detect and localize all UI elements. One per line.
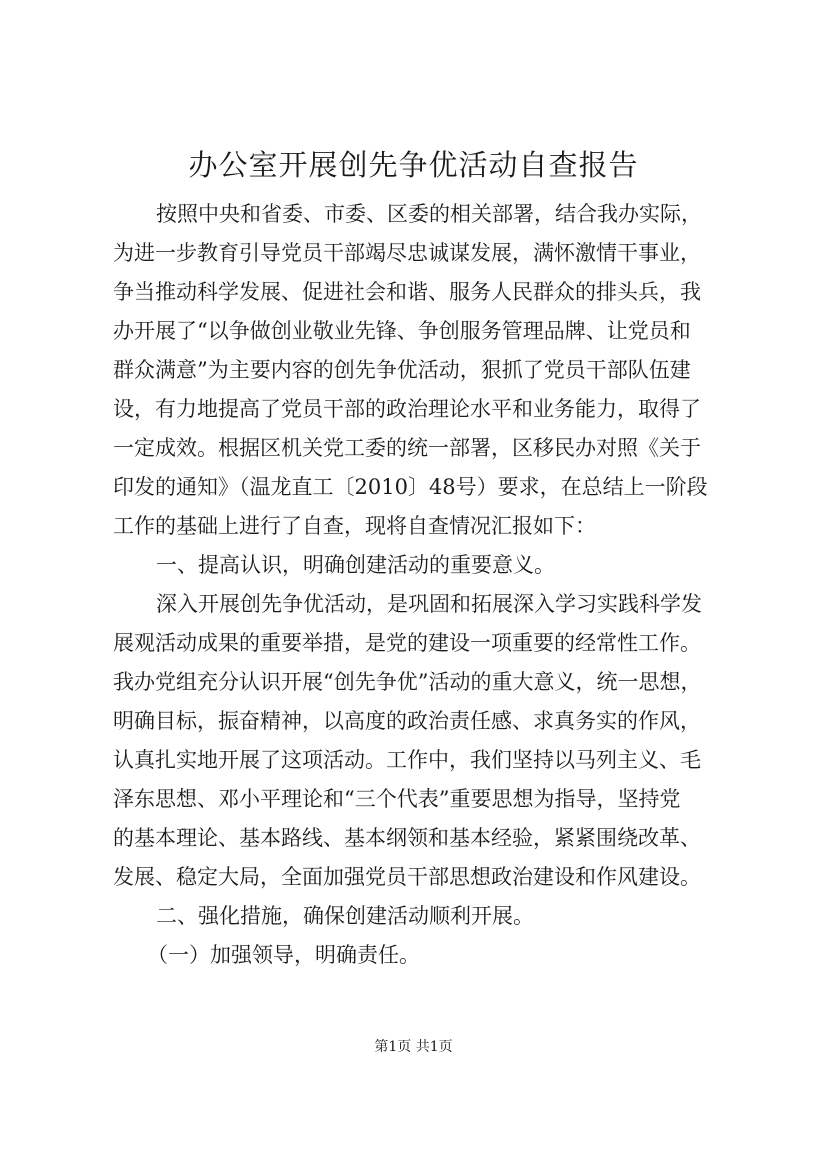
paragraph-line: 争当推动科学发展、促进社会和谐、服务人民群众的排头兵，我 [113,280,701,304]
paragraph-line: 我办党组充分认识开展“创先争优”活动的重大意义，统一思想， [113,670,702,694]
document-title: 办公室开展创先争优活动自查报告 [188,148,639,182]
paragraph-line: 发展、稳定大局，全面加强党员干部思想政治建设和作风建设。 [113,865,701,889]
paragraph-line: 为进一步教育引导党员干部竭尽忠诚谋发展，满怀激情干事业， [113,241,701,265]
paragraph-line: 的基本理论、基本路线、基本纲领和基本经验，紧紧围绕改革、 [113,826,701,850]
paragraph-line: 深入开展创先争优活动，是巩固和拓展深入学习实践科学发 [156,592,702,616]
paragraph-line: 认真扎实地开展了这项活动。工作中，我们坚持以马列主义、毛 [113,748,701,772]
section-heading: 一、提高认识，明确创建活动的重要意义。 [156,553,555,577]
paragraph-line: 群众满意”为主要内容的创先争优活动，狠抓了党员干部队伍建 [113,358,691,382]
paragraph-line: 印发的通知》（温龙直工〔2010〕48号）要求，在总结上一阶段 [113,475,708,499]
paragraph-line: 展观活动成果的重要举措，是党的建设一项重要的经常性工作。 [113,631,701,655]
paragraph-line: 办开展了“以争做创业敬业先锋、争创服务管理品牌、让党员和 [113,319,691,343]
paragraph-line: 按照中央和省委、市委、区委的相关部署，结合我办实际， [156,202,702,226]
subsection-heading: （一）加强领导，明确责任。 [147,943,420,967]
paragraph-line: 泽东思想、邓小平理论和“三个代表”重要思想为指导，坚持党 [113,787,681,811]
paragraph-line: 明确目标，振奋精神，以高度的政治责任感、求真务实的作风， [113,709,701,733]
paragraph-line: 工作的基础上进行了自查，现将自查情况汇报如下： [113,514,596,538]
page-footer: 第1页 共1页 [374,1039,453,1055]
paragraph-line: 设，有力地提高了党员干部的政治理论水平和业务能力，取得了 [113,397,701,421]
paragraph-line: 一定成效。根据区机关党工委的统一部署，区移民办对照《关于 [113,436,701,460]
section-heading: 二、强化措施，确保创建活动顺利开展。 [156,904,534,928]
